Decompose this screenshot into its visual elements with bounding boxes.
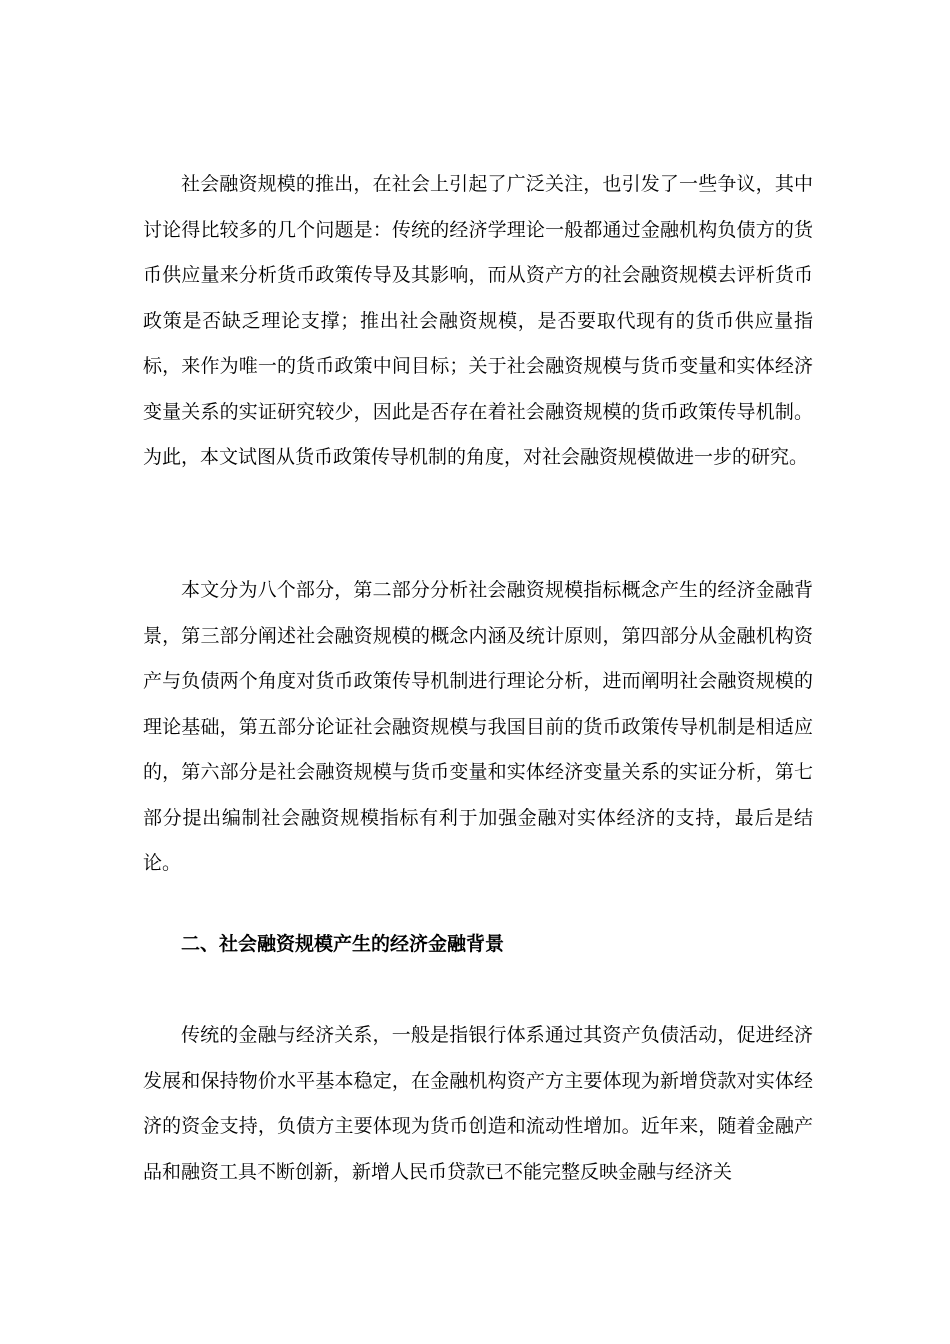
intro-paragraph-1: 社会融资规模的推出，在社会上引起了广泛关注，也引发了一些争议，其中讨论得比较多的几个问题是：传统的经济学理论一般都通过金融机构负债方的货币供应量来分析货币政策传导及其影响，而从资产方的社会融资规模去评析货币政策是否缺乏理论支撑；推出社会融资规模，是否要取代现有的货币供应量指标，来作为唯一的货币政策中间目标；关于社会融资规模与货币变量和实体经济变量关系的实证研究较少，因此是否存在着社会融资规模的货币政策传导机制。为此，本文试图从货币政策传导机制的角度，对社会融资规模做进一步的研究。 [143, 173, 813, 468]
section-heading: 二、社会融资规模产生的经济金融背景 [181, 933, 505, 955]
section-paragraph: 传统的金融与经济关系，一般是指银行体系通过其资产负债活动，促进经济发展和保持物价水平基本稳定，在金融机构资产方主要体现为新增贷款对实体经济的资金支持，负债方主要体现为货币创造和流动性增加。近年来，随着金融产品和融资工具不断创新，新增人民币贷款已不能完整反映金融与经济关 [143, 1024, 813, 1183]
intro-paragraph-2: 本文分为八个部分，第二部分分析社会融资规模指标概念产生的经济金融背景，第三部分阐述社会融资规模的概念内涵及统计原则，第四部分从金融机构资产与负债两个角度对货币政策传导机制进行理论分析，进而阐明社会融资规模的理论基础，第五部分论证社会融资规模与我国目前的货币政策传导机制是相适应的，第六部分是社会融资规模与货币变量和实体经济变量关系的实证分析，第七部分提出编制社会融资规模指标有利于加强金融对实体经济的支持，最后是结论。 [143, 579, 813, 874]
